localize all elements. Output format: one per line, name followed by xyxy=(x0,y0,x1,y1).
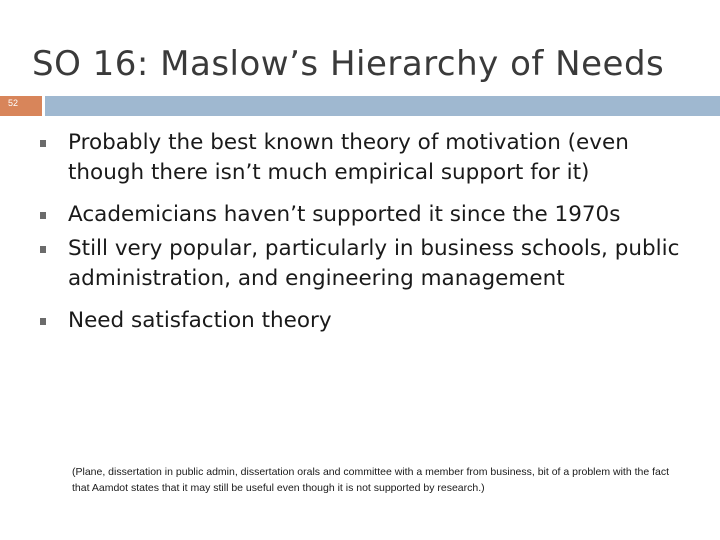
bullet-text: Probably the best known theory of motivation (even though there isn’t much empirical support for it) xyxy=(68,130,629,185)
bullet-list xyxy=(40,128,690,348)
slide-title: SO 16: Maslow’s Hierarchy of Needs xyxy=(32,44,665,84)
bullet-item xyxy=(40,128,690,188)
bullet-text: Need satisfaction theory xyxy=(68,308,332,333)
bullet-square-icon xyxy=(40,246,46,253)
bullet-square-icon xyxy=(40,212,46,219)
slide-number-box xyxy=(0,96,42,116)
bullet-item xyxy=(40,234,690,294)
bullet-square-icon xyxy=(40,318,46,325)
bullet-item xyxy=(40,306,690,336)
footnote: (Plane, dissertation in public admin, dissertation orals and committee with a member from business, bit of a problem with the fact that Aamdot states that it may still be useful even though it is not supported by research.) xyxy=(72,466,670,494)
header-bar xyxy=(45,96,720,116)
bullet-item xyxy=(40,200,690,230)
bullet-text: Still very popular, particularly in business schools, public administration, and engineering management xyxy=(68,236,680,291)
bullet-text: Academicians haven’t supported it since the 1970s xyxy=(68,202,621,227)
bullet-square-icon xyxy=(40,140,46,147)
slide-number: 52 xyxy=(8,98,19,108)
